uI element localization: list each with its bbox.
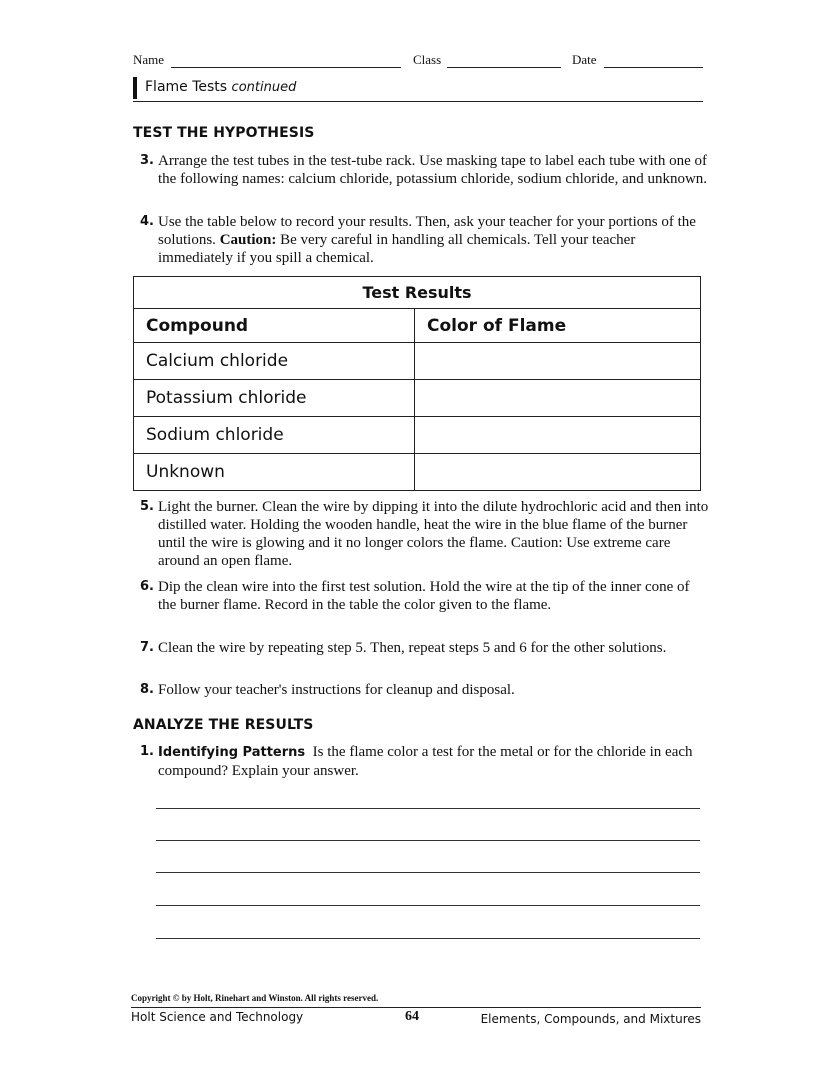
question-label: Identifying Patterns [158, 745, 306, 760]
step-text-a: Use the table below to record your results. Then, ask your teacher for your portions of the solutions. [158, 214, 696, 248]
color-cell[interactable] [415, 380, 701, 417]
page-title [145, 79, 296, 95]
page-title-bar [133, 77, 703, 102]
name-label: Name [133, 52, 165, 67]
question-1 [140, 743, 710, 780]
step-7 [140, 639, 710, 657]
step-4 [140, 213, 710, 267]
section-heading-test: TEST THE HYPOTHESIS [133, 125, 315, 141]
step-text: Dip the clean wire into the first test solution. Hold the wire at the tip of the inner cone of the burner flame. Record in the table the color given to the flame. [158, 579, 690, 613]
footer-book-title: Holt Science and Technology [131, 1010, 304, 1024]
answer-line[interactable] [156, 808, 700, 809]
title-main: Flame Tests [145, 79, 228, 95]
step-number: 3. [140, 153, 154, 168]
copyright-notice: Copyright © by Holt, Rinehart and Winston. All rights reserved. [131, 993, 379, 1003]
table-row [134, 343, 701, 380]
color-cell[interactable] [415, 417, 701, 454]
footer-divider [131, 1007, 701, 1008]
class-label: Class [413, 52, 442, 67]
column-header-color: Color of Flame [415, 309, 701, 343]
answer-line[interactable] [156, 938, 700, 939]
step-text [158, 213, 710, 267]
footer-chapter-title: Elements, Compounds, and Mixtures [480, 1012, 701, 1026]
answer-line[interactable] [156, 872, 700, 873]
caution-label: Caution: [219, 232, 277, 248]
question-body: Is the flame color a test for the metal or for the chloride in each compound? Explain your answer. [158, 744, 693, 779]
step-number: 7. [140, 640, 154, 655]
column-header-compound: Compound [134, 309, 415, 343]
question-text [158, 743, 710, 780]
name-field[interactable] [171, 67, 401, 68]
compound-cell: Sodium chloride [134, 417, 415, 454]
answer-line[interactable] [156, 840, 700, 841]
compound-cell: Calcium chloride [134, 343, 415, 380]
title-suffix: continued [231, 80, 297, 95]
date-label: Date [572, 52, 597, 67]
compound-cell: Potassium chloride [134, 380, 415, 417]
table-row [134, 417, 701, 454]
step-number: 4. [140, 214, 154, 229]
step-text: Follow your teacher's instructions for cleanup and disposal. [158, 682, 515, 698]
step-6 [140, 578, 710, 614]
page-number: 64 [405, 1009, 419, 1024]
test-results-table [133, 276, 701, 491]
step-3 [140, 152, 710, 188]
step-text-b: Be very careful in handling all chemicals. Tell your teacher immediately if you spill a chemical. [158, 232, 636, 266]
class-field[interactable] [447, 67, 561, 68]
color-cell[interactable] [415, 454, 701, 491]
table-caption: Test Results [134, 277, 701, 309]
table-row [134, 380, 701, 417]
compound-cell: Unknown [134, 454, 415, 491]
header-row [133, 52, 703, 72]
section-heading-analyze: ANALYZE THE RESULTS [133, 717, 314, 733]
table-row [134, 454, 701, 491]
color-cell[interactable] [415, 343, 701, 380]
date-field[interactable] [604, 67, 703, 68]
step-text: Clean the wire by repeating step 5. Then, repeat steps 5 and 6 for the other solutions. [158, 640, 667, 656]
step-text: Arrange the test tubes in the test-tube rack. Use masking tape to label each tube with one of the following names: calcium chloride, potassium chloride, sodium chloride, and unknown. [158, 153, 708, 187]
step-number: 8. [140, 682, 154, 697]
step-number: 6. [140, 579, 154, 594]
step-number: 5. [140, 499, 154, 514]
step-5 [140, 498, 710, 570]
title-marker [133, 77, 137, 99]
step-8 [140, 681, 710, 699]
step-text: Light the burner. Clean the wire by dipping it into the dilute hydrochloric acid and then into distilled water. Holding the wooden handle, heat the wire in the blue flame of the burner until the wire is glowing and it no longer colors the flame. Caution: Use extreme care around an open flame. [158, 499, 709, 569]
question-number: 1. [140, 744, 154, 759]
answer-line[interactable] [156, 905, 700, 906]
